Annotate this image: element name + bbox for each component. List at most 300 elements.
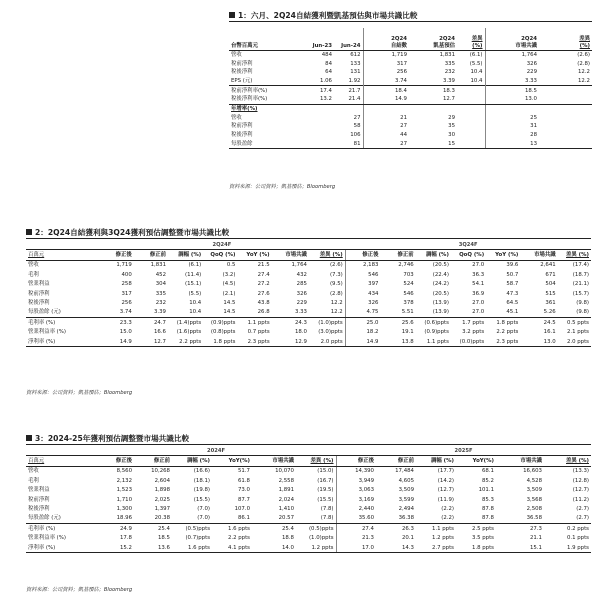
table2-cell: (18.7) xyxy=(572,271,589,278)
table2-col-header: QoQ (%) xyxy=(451,250,486,260)
table2-cell: 2.2 ppts xyxy=(496,329,519,336)
table2-cell: 16.1 xyxy=(543,329,556,336)
table2-cell: 434 xyxy=(345,289,380,298)
table1-cell: 326 xyxy=(485,59,539,68)
table1-cell: 232 xyxy=(444,69,455,76)
table2-cell: 432 xyxy=(296,271,307,278)
table2-cell: (21.1) xyxy=(572,281,589,288)
table2-cell: 27.2 xyxy=(257,281,270,288)
table2-cell: 10.4 xyxy=(168,308,203,318)
table2-cell: 335 xyxy=(155,290,166,297)
table2-cell: 1,831 xyxy=(150,262,166,269)
table2-cell: 229 xyxy=(296,300,307,307)
table1-col-jun23: Jun-23 xyxy=(305,28,334,50)
table2-cell: (2.1) xyxy=(222,290,236,297)
table3-source: 資料來源：公司資料；凱基預估；Bloomberg xyxy=(26,587,133,593)
table2-cell: 36.3 xyxy=(472,271,485,278)
table3-row-label: 稅後淨利 xyxy=(28,506,50,513)
table3-cell: 16,603 xyxy=(523,468,542,475)
table3-cell: (19.8) xyxy=(193,487,210,494)
table3-cell: (18.1) xyxy=(193,477,210,484)
table2-cell: 3.33 xyxy=(272,308,309,318)
table2-cell: 232 xyxy=(155,300,166,307)
table1-cell xyxy=(457,113,485,122)
table3-cell: 27.3 xyxy=(529,525,542,532)
table2-cell: 14.9 xyxy=(99,337,134,347)
table2-col-header: 修正前 xyxy=(380,250,415,260)
table3-cell: 10,070 xyxy=(275,468,294,475)
table2-cell: 326 xyxy=(345,298,380,307)
table2-cell: (9.5) xyxy=(329,281,343,288)
table1-cell: 13.2 xyxy=(305,95,334,104)
table2-row-label: 稅前淨利 xyxy=(28,290,50,297)
table2-cell: 24.7 xyxy=(153,319,166,326)
table1-row-label: 稅後淨利率(%) xyxy=(229,95,305,104)
table3-cell: (12.7) xyxy=(572,487,589,494)
table2-row xyxy=(26,328,591,337)
table3-cell: 4.1 ppts xyxy=(212,543,252,553)
table3-cell: 18.8 xyxy=(281,535,294,542)
table2-title xyxy=(26,227,591,239)
table2-group-2q24f: 2Q24F xyxy=(212,241,232,248)
table3-cell: (2.7) xyxy=(576,506,589,513)
table2-cell: (24.2) xyxy=(432,281,449,288)
table3-cell: 25.4 xyxy=(157,525,170,532)
table2-cell: 13.8 xyxy=(380,337,415,347)
table2-cell: 4.75 xyxy=(345,308,380,318)
table1-cell: 14.9 xyxy=(363,95,409,104)
table3-col-header: 差異 (%) xyxy=(296,456,336,466)
table3-cell: 18.96 xyxy=(96,514,134,524)
table1-row-label: 稅前淨利率(%) xyxy=(229,86,305,95)
table1-row-label: 稅前淨利 xyxy=(231,123,253,130)
table3-col-header: 調幅 (%) xyxy=(416,456,456,466)
table3-row xyxy=(26,495,591,504)
table2-cell: 515 xyxy=(545,290,556,297)
table3-cell: 1,397 xyxy=(154,506,170,513)
table1-cell: 27 xyxy=(363,122,409,131)
table2-cell: 12.7 xyxy=(134,337,168,347)
table1-col-consensus: 2Q24 市場共識 xyxy=(485,28,539,50)
table3-cell: 10,268 xyxy=(151,468,170,475)
table2-cell: 3.39 xyxy=(134,308,168,318)
table2-cell: 54.1 xyxy=(472,281,485,288)
table2-cell: (0.9)ppts xyxy=(210,319,236,326)
table3-cell: 2,440 xyxy=(336,504,376,513)
table2-col-header: 市場共識 xyxy=(272,250,309,260)
table3-cell: 1,710 xyxy=(116,496,132,503)
table3-cell: 26.3 xyxy=(401,525,414,532)
table2-col-header: QoQ (%) xyxy=(203,250,237,260)
table3-cell: 0.1 ppts xyxy=(566,535,589,542)
table3-cell: (15.5) xyxy=(193,496,210,503)
table3-cell: 14,390 xyxy=(336,466,376,476)
table2-cell: 2,641 xyxy=(540,262,556,269)
table3-cell: 2.2 ppts xyxy=(227,535,250,542)
table2-cell: 39.6 xyxy=(506,262,519,269)
table3-cell: 20.57 xyxy=(252,514,296,524)
table3-cell: 17.0 xyxy=(336,543,376,553)
table2-cell: 3.74 xyxy=(99,308,134,318)
table2-cell: 27.0 xyxy=(472,300,485,307)
table3-row-label: 營業利益 xyxy=(28,487,50,494)
table2-col-header: YoY (%) xyxy=(237,250,271,260)
table2-cell: 10.4 xyxy=(189,300,202,307)
square-bullet-icon xyxy=(26,229,32,235)
table3-row xyxy=(26,534,591,543)
table3-cell: (19.5) xyxy=(317,487,334,494)
table1-title xyxy=(229,10,592,22)
table3-cell: 87.8 xyxy=(456,514,496,524)
table1-cell: 612 xyxy=(350,51,361,58)
table3-cell: 85.2 xyxy=(481,477,494,484)
table2-cell: 50.7 xyxy=(506,271,519,278)
table1-cell xyxy=(457,131,485,140)
table2-cell: 2.0 ppts xyxy=(309,337,345,347)
table3-cell: 73.0 xyxy=(237,487,250,494)
table2-cell: 1,719 xyxy=(116,262,132,269)
table2-cell: (6.1) xyxy=(188,262,202,269)
table3-cell: 3,169 xyxy=(336,495,376,504)
table2-cell: 326 xyxy=(296,290,307,297)
table3-cell: 3,509 xyxy=(398,487,414,494)
table2-cell: 2.0 ppts xyxy=(558,337,591,347)
table2-cell: 256 xyxy=(121,300,132,307)
table3-cell: 1.8 ppts xyxy=(456,543,496,553)
table1-row-label: 稅前淨利 xyxy=(231,60,253,67)
table1-cell: 1,764 xyxy=(485,50,539,59)
table1-cell: 10.4 xyxy=(470,77,483,84)
table3-cell: 36.58 xyxy=(496,514,544,524)
table3-cell: 1.6 ppts xyxy=(172,543,212,553)
table2-cell: 317 xyxy=(121,290,132,297)
table1-cell: 335 xyxy=(444,60,455,67)
table2-cell: (20.5) xyxy=(432,262,449,269)
table3-cell: (13.3) xyxy=(572,468,589,475)
table2-cell: 45.1 xyxy=(486,308,520,318)
table1-cell: 133 xyxy=(350,60,361,67)
table3-cell: 2.7 ppts xyxy=(416,543,456,553)
table1-cell: 13 xyxy=(485,139,539,148)
table2-cell: (22.4) xyxy=(432,271,449,278)
table1-cell: 484 xyxy=(321,51,332,58)
table1-row xyxy=(229,77,592,86)
table2-col-header: 市場共識 xyxy=(520,250,557,260)
table2-source: 資料來源：公司資料；凱基預估；Bloomberg xyxy=(26,390,133,396)
table1-cell xyxy=(539,131,592,140)
table3-col-header: 差異 (%) xyxy=(544,456,591,466)
table3-cell: 3,568 xyxy=(526,496,542,503)
table3-cell: 87.7 xyxy=(237,496,250,503)
table2-cell: 703 xyxy=(403,271,414,278)
table3-cell: (11.9) xyxy=(437,496,454,503)
table1-row-label: EPS (元) xyxy=(231,77,253,84)
table3-cell: 1.9 ppts xyxy=(544,543,591,553)
table2-cell: 58.7 xyxy=(506,281,519,288)
table2-cell: 15.0 xyxy=(119,329,132,336)
table3-cell: (15.0) xyxy=(317,468,334,475)
table2-cell: (9.8) xyxy=(576,300,589,307)
table1-cell: (5.5) xyxy=(469,60,483,67)
table2-cell: 3.2 ppts xyxy=(462,329,485,336)
table2-cell: 25.6 xyxy=(401,319,414,326)
table1-cell xyxy=(457,104,485,113)
table1-cell: 106 xyxy=(350,132,361,139)
table2-cell: (4.5) xyxy=(222,281,236,288)
table1-row-label: 營收 xyxy=(231,51,242,58)
table1-row-label: 稅後淨利 xyxy=(231,132,253,139)
table1-row xyxy=(229,113,592,122)
table1-cell: 18.4 xyxy=(363,86,409,95)
table3-cell: 1,891 xyxy=(278,487,294,494)
table2-cell: (9.8) xyxy=(558,308,591,318)
table1-cell: 12.2 xyxy=(577,69,590,76)
table3-cell: 27.4 xyxy=(336,524,376,534)
square-bullet-icon xyxy=(26,435,32,441)
table3-cell: 36.38 xyxy=(376,514,416,524)
table2-cell: 546 xyxy=(403,290,414,297)
table1-row-label: 稅後淨利 xyxy=(231,69,253,76)
table2-cell: 27.0 xyxy=(451,308,486,318)
table3-cell: (7.8) xyxy=(320,506,334,513)
table3-col-header: 修正前 xyxy=(134,456,172,466)
table2-cell: 21.5 xyxy=(257,262,270,269)
table2-col-header: YoY (%) xyxy=(486,250,520,260)
table2-cell: 285 xyxy=(296,281,307,288)
table3-cell: (2.7) xyxy=(544,514,591,524)
table2-cell: 27.0 xyxy=(472,262,485,269)
table3-cell: 2,508 xyxy=(526,506,542,513)
table2-cell: (0.9)ppts xyxy=(424,329,449,336)
table3-cell: 4,528 xyxy=(526,477,542,484)
table1-cell: 21.4 xyxy=(334,95,363,104)
table1-cell xyxy=(305,113,334,122)
table3-cell: (2.2) xyxy=(441,506,454,513)
table3-cell: 4,605 xyxy=(398,477,414,484)
table3-col-header: 調幅 (%) xyxy=(172,456,212,466)
table1-cell: 12.7 xyxy=(409,95,457,104)
table1-col-2q24-actual: 2Q24 自結數 xyxy=(363,28,409,50)
table3-cell: (16.6) xyxy=(193,468,210,475)
table2-cell: (1.6)ppts xyxy=(176,329,202,336)
table2-cell: (15.1) xyxy=(185,281,202,288)
table1-cell: 18.3 xyxy=(409,86,457,95)
table3-cell: 2,132 xyxy=(116,477,132,484)
table3-cell: (7.8) xyxy=(296,514,336,524)
table3-cell: 0.2 ppts xyxy=(566,525,589,532)
table3-cell: 2,494 xyxy=(398,506,414,513)
table1-cell: 21 xyxy=(363,113,409,122)
table1-cell: 44 xyxy=(363,131,409,140)
table2-cell: 2.3 ppts xyxy=(486,337,520,347)
table3-cell: 2.5 ppts xyxy=(471,525,494,532)
table2-cell: 64.5 xyxy=(506,300,519,307)
table2-cell: 13.0 xyxy=(520,337,557,347)
table2-cell: (15.7) xyxy=(572,290,589,297)
table2-cell: 2,746 xyxy=(398,262,414,269)
table2-cell: 24.5 xyxy=(543,319,556,326)
table1-cell xyxy=(363,104,409,113)
table3-cell: (0.7)ppts xyxy=(185,535,210,542)
table3-row-label: 稅前淨利 xyxy=(28,496,50,503)
table2-col-header: 調幅 (%) xyxy=(416,250,451,260)
table3-col-header: 市場共識 xyxy=(252,456,296,466)
table3-col-header: 市場共識 xyxy=(496,456,544,466)
table3-cell: 61.8 xyxy=(237,477,250,484)
table2-row xyxy=(26,308,591,318)
table2-cell: 1.1 ppts xyxy=(247,319,270,326)
table2-cell: 361 xyxy=(545,300,556,307)
table2-cell: 18.2 xyxy=(345,328,380,337)
table2-row xyxy=(26,289,591,298)
table1-cell xyxy=(539,104,592,113)
table1-cell: 10.4 xyxy=(470,69,483,76)
table3-row-label: 營收 xyxy=(28,468,39,475)
table2-cell: (13.9) xyxy=(432,300,449,307)
table3-col-header: YoY(%) xyxy=(212,456,252,466)
table1-cell: 131 xyxy=(350,69,361,76)
table2-cell: (17.4) xyxy=(572,262,589,269)
table2-title-text: 2：2Q24自結獲利與3Q24獲利預估調整暨市場共識比較 xyxy=(35,228,230,237)
table1-cell xyxy=(485,104,539,113)
table1-yoy-header-row xyxy=(229,104,592,113)
table3-cell: 15.1 xyxy=(496,543,544,553)
table1-cell: 12.2 xyxy=(577,77,590,84)
table1-cell: 1,831 xyxy=(439,51,455,58)
table3-cell: 3,063 xyxy=(336,486,376,495)
table1-cell xyxy=(305,131,334,140)
table2-cell: 504 xyxy=(545,281,556,288)
table2-cell: 25.0 xyxy=(345,318,380,328)
table3-row xyxy=(26,486,591,495)
table1-cell: 17.4 xyxy=(305,86,334,95)
table3-cell: 20.38 xyxy=(134,514,172,524)
table1-cell xyxy=(457,139,485,148)
table1-cell: 25 xyxy=(485,113,539,122)
table1-cell: (2.6) xyxy=(577,51,590,58)
table3-cell: 107.0 xyxy=(234,506,250,513)
table3-col-header: 修正後 xyxy=(336,456,376,466)
table1-cell: 1,719 xyxy=(363,50,409,59)
table1-cell: 81 xyxy=(334,139,363,148)
table2-cell: 23.3 xyxy=(119,319,132,326)
table1-col-jun24: Jun-24 xyxy=(334,28,363,50)
table3-cell: 14.3 xyxy=(376,543,416,553)
table2-row xyxy=(26,318,591,328)
table1-cell: 58 xyxy=(353,123,361,130)
table2-cell: 452 xyxy=(155,271,166,278)
table2-cell: 47.3 xyxy=(506,290,519,297)
table2-row-label: 營收 xyxy=(28,262,39,269)
table3-cell: 25.4 xyxy=(281,525,294,532)
table1-cell xyxy=(539,139,592,148)
table2-cell: 18.0 xyxy=(294,329,307,336)
table2-cell: (3.2) xyxy=(222,271,236,278)
table1-cell: 27 xyxy=(363,139,409,148)
table3-cell: 8,560 xyxy=(116,468,132,475)
table2-cell: (3.0)ppts xyxy=(318,329,343,336)
table3-row xyxy=(26,543,591,553)
table2-row xyxy=(26,280,591,289)
table3-cell: 21.3 xyxy=(336,534,376,543)
table3-cell: 15.2 xyxy=(96,543,134,553)
table1-cell xyxy=(305,122,334,131)
table3-cell: 17.8 xyxy=(119,535,132,542)
table2-cell: (0.6)ppts xyxy=(424,319,449,326)
table1-cell: 256 xyxy=(363,68,409,77)
table2-col-header: 差異 (%) xyxy=(309,250,345,260)
table2-row xyxy=(26,270,591,279)
table2-cell: 1,764 xyxy=(291,262,307,269)
table1-header-label: 台幣百萬元 xyxy=(229,28,305,50)
table1-cell: 1.92 xyxy=(348,77,361,84)
table3-cell: 1.2 ppts xyxy=(431,535,454,542)
table3-cell: 101.1 xyxy=(478,487,494,494)
table2 xyxy=(26,240,591,347)
table1-cell xyxy=(305,104,334,113)
table1-row xyxy=(229,50,592,59)
table1-cell: 35 xyxy=(448,123,455,130)
table3-cell: 86.1 xyxy=(212,514,252,524)
table3-cell: 14.0 xyxy=(252,543,296,553)
table2-cell: 14.5 xyxy=(203,308,237,318)
table2-cell: 378 xyxy=(403,300,414,307)
table2-cell: 12.2 xyxy=(330,300,343,307)
table2-cell: (7.3) xyxy=(329,271,343,278)
table1-title-text: 1：六月、2Q24自結獲利暨凱基預估與市場共識比較 xyxy=(238,11,418,20)
table1-cell: (6.1) xyxy=(469,51,483,58)
table1-cell: 317 xyxy=(363,59,409,68)
table2-cell: 5.51 xyxy=(380,308,415,318)
table3-cell: 68.1 xyxy=(481,468,494,475)
table2-col-header: 修正後 xyxy=(345,250,380,260)
table3-cell: 85.3 xyxy=(481,496,494,503)
table1-cell: 3.33 xyxy=(485,77,539,86)
table2-cell: (5.5) xyxy=(188,290,202,297)
table3-cell: 1.6 ppts xyxy=(227,525,250,532)
table1-row xyxy=(229,59,592,68)
table1-cell xyxy=(334,104,363,113)
table2-cell: (0.8)ppts xyxy=(210,329,236,336)
table3-row xyxy=(26,466,591,476)
table3-cell: 35.60 xyxy=(336,514,376,524)
table3-unit: 百萬元 xyxy=(26,456,96,466)
table2-cell: 27.4 xyxy=(257,271,270,278)
table3-cell: 2,025 xyxy=(154,496,170,503)
table3-cell: 3.5 ppts xyxy=(471,535,494,542)
table1-cell xyxy=(409,104,457,113)
table3-cell: 2,024 xyxy=(278,496,294,503)
table3-cell: (0.5)ppts xyxy=(185,525,210,532)
table2-row xyxy=(26,337,591,347)
table1-row xyxy=(229,131,592,140)
table1-cell xyxy=(457,122,485,131)
table3-cell: (7.0) xyxy=(172,514,212,524)
table3-title-text: 3：2024-25年獲利預估調整暨市場共識比較 xyxy=(35,434,190,443)
table2-cell: 16.6 xyxy=(153,329,166,336)
table2-cell: 43.8 xyxy=(257,300,270,307)
table3-cell: 1,410 xyxy=(278,506,294,513)
table2-cell: (11.4) xyxy=(185,271,202,278)
table1-cell xyxy=(457,86,485,95)
table3-col-header: YoY(%) xyxy=(456,456,496,466)
table3-cell: 1,898 xyxy=(154,487,170,494)
table3-cell: 3,599 xyxy=(398,496,414,503)
table3-cell: 2,558 xyxy=(278,477,294,484)
table2-cell: 27.6 xyxy=(257,290,270,297)
table1-cell xyxy=(305,139,334,148)
table1-cell: 29 xyxy=(448,114,455,121)
